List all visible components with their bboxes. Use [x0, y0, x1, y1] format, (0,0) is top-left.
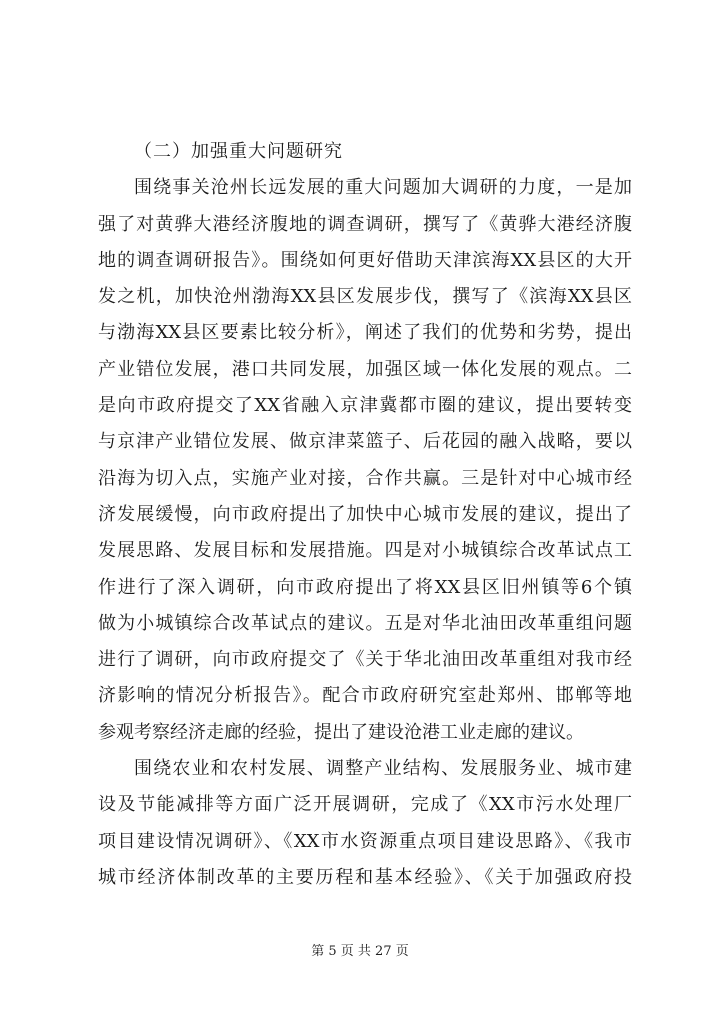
text-line: 济发展缓慢，向市政府提出了加快中心城市发展的建议，提出了 [98, 503, 632, 525]
text-line: 与京津产业错位发展、做京津菜篮子、后花园的融入战略，要以 [98, 431, 632, 453]
text-line: 是向市政府提交了XX省融入京津冀都市圈的建议，提出要转变 [98, 395, 632, 417]
paragraph [98, 170, 632, 751]
text-line: 城市经济体制改革的主要历程和基本经验》、《关于加强政府投 [98, 866, 632, 888]
text-line: 围绕农业和农村发展、调整产业结构、发展服务业、城市建 [134, 758, 632, 780]
text-line: 济影响的情况分析报告》。配合市政府研究室赴郑州、邯郸等地 [98, 685, 632, 707]
page-content [98, 134, 632, 896]
text-line: 强了对黄骅大港经济腹地的调查调研，撰写了《黄骅大港经济腹 [98, 213, 632, 235]
text-line: 设及节能减排等方面广泛开展调研，完成了《XX市污水处理厂 [98, 794, 632, 816]
text-line: 围绕事关沧州长远发展的重大问题加大调研的力度，一是加 [134, 177, 632, 199]
text-line: 项目建设情况调研》、《XX市水资源重点项目建设思路》、《我市 [98, 830, 632, 852]
text-line: 参观考察经济走廊的经验，提出了建设沧港工业走廊的建议。 [98, 721, 584, 743]
text-line: 产业错位发展，港口共同发展，加强区域一体化发展的观点。二 [98, 358, 632, 380]
section-heading: （二）加强重大问题研究 [134, 141, 343, 162]
text-line: 做为小城镇综合改革试点的建议。五是对华北油田改革重组问题 [98, 612, 632, 634]
text-line: 沿海为切入点，实施产业对接，合作共赢。三是针对中心城市经 [98, 467, 632, 489]
text-line: 进行了调研，向市政府提交了《关于华北油田改革重组对我市经 [98, 649, 632, 671]
text-line: 作进行了深入调研，向市政府提出了将XX县区旧州镇等6个镇 [98, 576, 632, 598]
text-line: 地的调查调研报告》。围绕如何更好借助天津滨海XX县区的大开 [98, 249, 632, 271]
text-line: 与渤海XX县区要素比较分析》，阐述了我们的优势和劣势，提出 [98, 322, 632, 344]
page-number-footer: 第 5 页 共 27 页 [311, 944, 409, 959]
text-line: 发之机，加快沧州渤海XX县区发展步伐，撰写了《滨海XX县区 [98, 286, 632, 308]
body-text [98, 170, 632, 896]
text-line: 发展思路、发展目标和发展措施。四是对小城镇综合改革试点工 [98, 540, 632, 562]
paragraph [98, 751, 632, 896]
